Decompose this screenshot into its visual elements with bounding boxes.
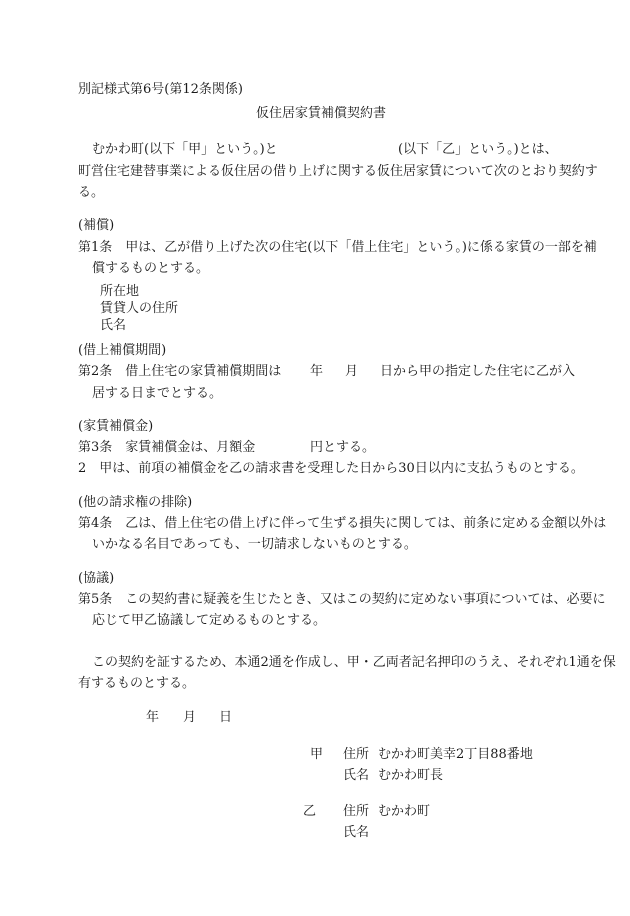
article-2-month: 月	[345, 364, 359, 379]
article-2-line-1b: 日から甲の指定した住宅に乙が入	[380, 364, 576, 379]
preamble-party-b: (以下「乙」という。)とは、	[398, 142, 558, 157]
item-location: 所在地	[100, 284, 140, 299]
article-5-heading: (協議)	[78, 571, 115, 586]
article-1-line-2: 償するものとする。	[92, 261, 210, 276]
party-b-address-value: むかわ町	[378, 804, 431, 819]
party-b-role: 乙	[303, 804, 317, 819]
document-title: 仮住居家賃補償契約書	[256, 106, 387, 121]
article-2-year: 年	[310, 364, 324, 379]
closing-line-2: 有するものとする。	[78, 676, 196, 691]
closing-line-1: この契約を証するため、本通2通を作成し、甲・乙両者記名押印のうえ、それぞれ1通を保	[92, 655, 616, 670]
article-2-line-1a: 第2条 借上住宅の家賃補償期間は	[78, 364, 282, 379]
party-a-address-value: むかわ町美幸2丁目88番地	[378, 747, 533, 762]
party-b-name-label: 氏名	[343, 825, 370, 840]
party-a-name-value: むかわ町長	[378, 768, 444, 783]
preamble-party-a: むかわ町(以下「甲」という。)と	[92, 142, 278, 157]
article-1-line-1: 第1条 甲は、乙が借り上げた次の住宅(以下「借上住宅」という。)に係る家賃の一部を補	[78, 240, 597, 255]
party-a-name-label: 氏名	[343, 768, 370, 783]
party-a-role: 甲	[310, 747, 324, 762]
article-3-line-1b: 円とする。	[310, 440, 376, 455]
preamble-line-2: 町営住宅建替事業による仮住居の借り上げに関する仮住居家賃について次のとおり契約す	[78, 164, 598, 179]
date-month: 月	[183, 710, 197, 725]
article-2-heading: (借上補償期間)	[78, 343, 167, 358]
article-2-line-2: 居する日までとする。	[92, 386, 223, 401]
article-3-line-1a: 第3条 家賃補償金は、月額金	[78, 440, 256, 455]
preamble-line-3: る。	[78, 185, 105, 200]
article-4-line-2: いかなる名目であっても、一切請求しないものとする。	[92, 537, 417, 552]
form-label: 別記様式第6号(第12条関係)	[78, 82, 243, 97]
article-4-line-1: 第4条 乙は、借上住宅の借上げに伴って生ずる損失に関しては、前条に定める金額以外は	[78, 516, 607, 531]
article-3-line-2: 2 甲は、前項の補償金を乙の請求書を受理した日から30日以内に支払うものとする。	[78, 461, 584, 476]
article-5-line-1: 第5条 この契約書に疑義を生じたとき、又はこの契約に定めない事項については、必要に	[78, 592, 606, 607]
article-4-heading: (他の請求権の排除)	[78, 495, 193, 510]
item-lessor-address: 賃貸人の住所	[100, 301, 179, 316]
item-name: 氏名	[100, 318, 127, 333]
date-day: 日	[219, 710, 233, 725]
party-b-address-label: 住所	[343, 804, 370, 819]
party-a-address-label: 住所	[343, 747, 370, 762]
article-1-heading: (補償)	[78, 218, 115, 233]
article-3-heading: (家賃補償金)	[78, 419, 154, 434]
date-year: 年	[146, 710, 160, 725]
article-5-line-2: 応じて甲乙協議して定めるものとする。	[92, 613, 327, 628]
